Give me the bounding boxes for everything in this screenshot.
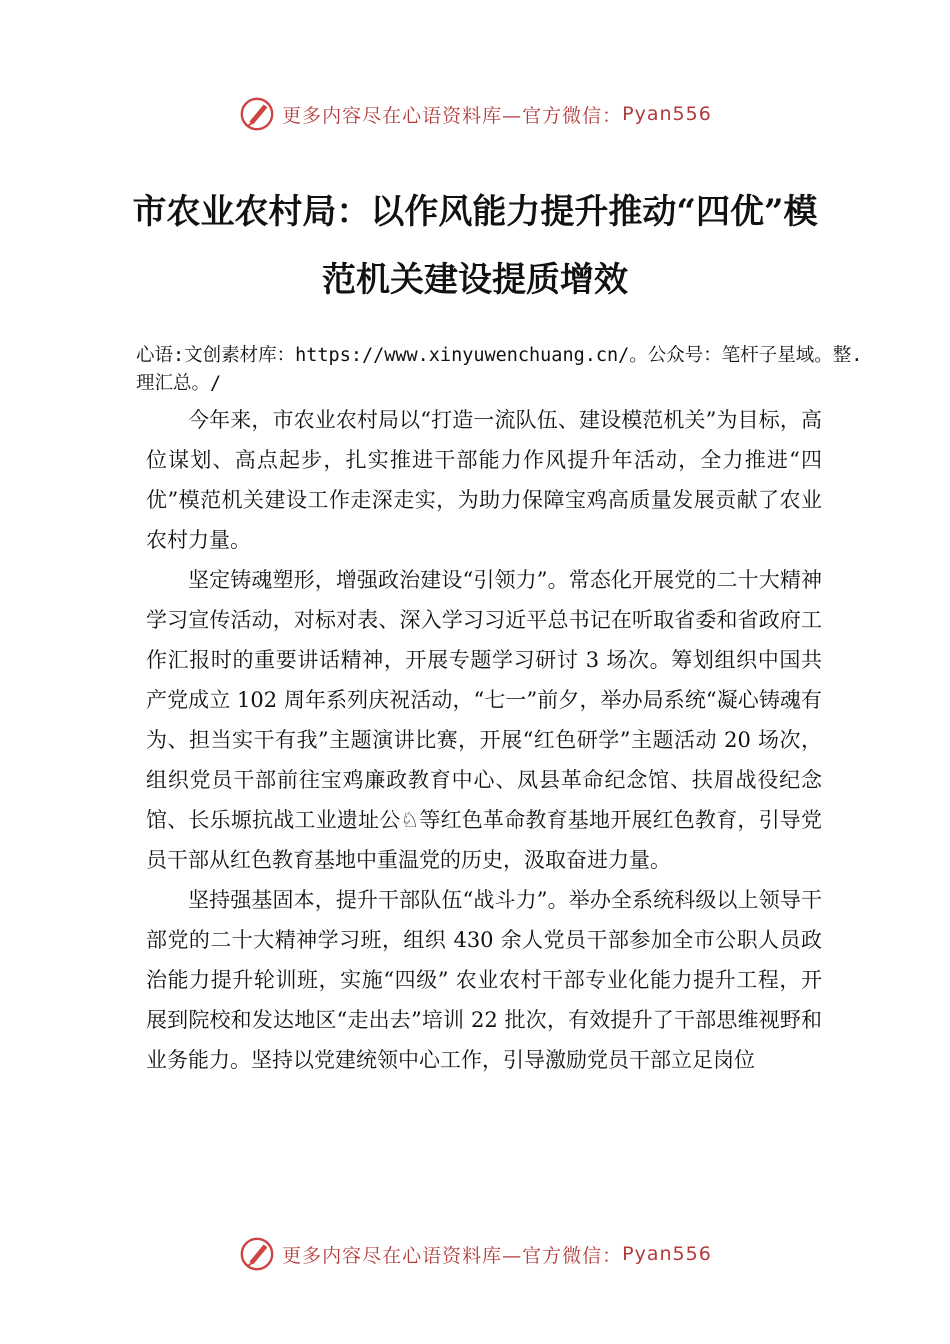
banner-text: 更多内容尽在心语资料库—官方微信： [282,104,623,127]
header-banner [0,92,950,136]
banner-text: 更多内容尽在心语资料库—官方微信： [282,1244,623,1267]
pen-seal-icon [238,1235,276,1273]
pen-seal-icon [238,95,276,133]
banner-wechat-id: Pyan556 [622,1243,712,1265]
source-note: 心语:文创素材库：https://www.xinyuwenchuang.cn/。公众号：笔杆子星域。整.理汇总。/ [136,345,863,394]
paragraph: 坚定铸魂塑形，增强政治建设“引领力”。常态化开展党的二十大精神学习宣传活动，对标对表、深入学习习近平总书记在听取省委和省政府工作汇报时的重要讲话精神，开展专题学习研讨 3 场次。筹划组织中国共产党成立 102 周年系列庆祝活动，“七一”前夕，举办局系统“凝心铸魂有为、担当实干有我”主题演讲比赛，开展“红色研学”主题活动 20 场次，组织党员干部前往宝鸡廉政教育中心、凤县革命纪念馆、扶眉战役纪念馆、长乐塬抗战工业遗址公♘等红色革命教育基地开展红色教育，引导党员干部从红色教育基地中重温党的历史，汲取奋进力量。 [146,568,822,872]
footer-banner [0,1232,950,1276]
document-body [146,400,822,1080]
paragraph: 坚持强基固本，提升干部队伍“战斗力”。举办全系统科级以上领导干部党的二十大精神学习班，组织 430 余人党员干部参加全市公职人员政治能力提升轮训班，实施“四级” 农业农村干部专业化能力提升工程，开展到院校和发达地区“走出去”培训 22 批次，有效提升了干部思维视野和业务能力。坚持以党建统领中心工作，引导激励党员干部立足岗位 [146,888,822,1072]
paragraph: 今年来，市农业农村局以“打造一流队伍、建设模范机关”为目标，高位谋划、高点起步，扎实推进干部能力作风提升年活动，全力推进“四优”模范机关建设工作走深走实，为助力保障宝鸡高质量发展贡献了农业农村力量。 [146,408,822,552]
document-title: 市农业农村局：以作风能力提升推动“四优”模范机关建设提质增效 [132,192,818,300]
banner-wechat-id: Pyan556 [622,103,712,125]
